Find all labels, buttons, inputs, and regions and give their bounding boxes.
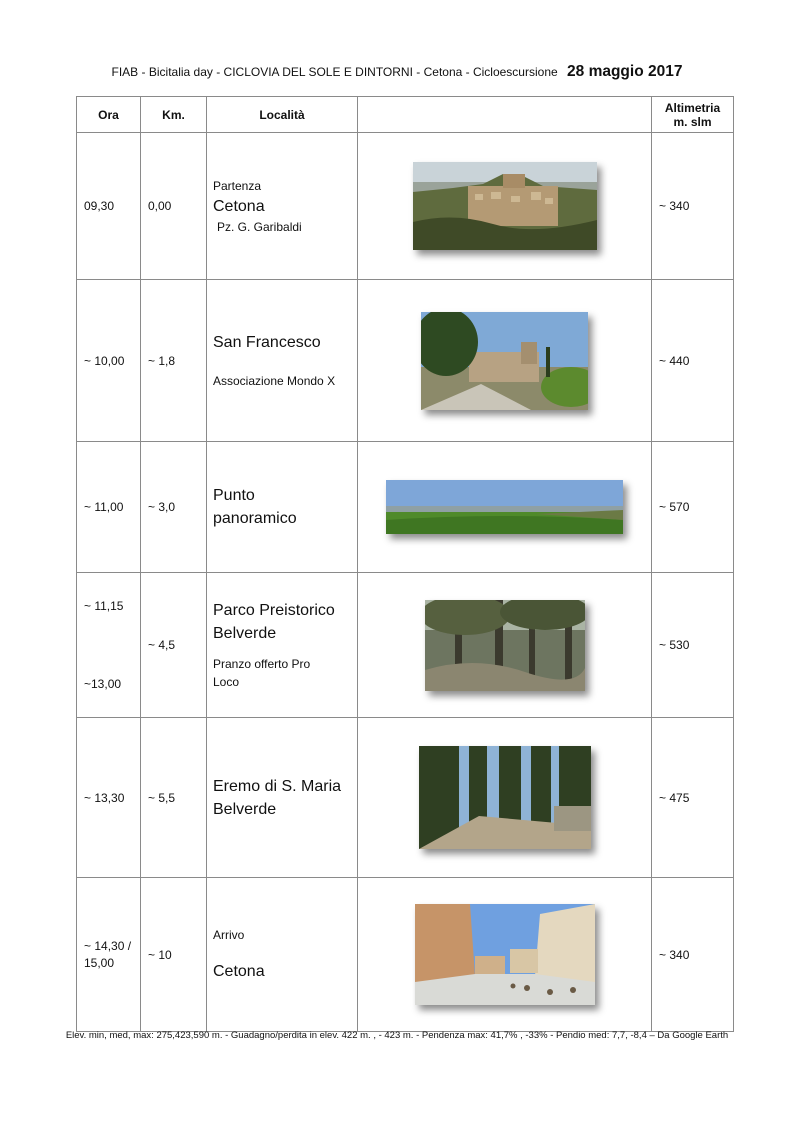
table-row <box>77 280 734 442</box>
stop-km: ~ 10 <box>141 878 207 1032</box>
col-header-ora: Ora <box>77 97 141 133</box>
stop-post-label: Pz. G. Garibaldi <box>217 219 302 234</box>
stop-altitude: ~ 475 <box>652 718 734 878</box>
stop-location <box>207 280 358 442</box>
table-header-row <box>77 97 734 133</box>
stop-km: ~ 4,5 <box>141 573 207 718</box>
stop-altitude: ~ 530 <box>652 573 734 718</box>
elevation-footnote: Elev. min, med, max: 275,423,590 m. - Guadagno/perdita in elev. 422 m. , - 423 m. - Pendenza max: 41,7% , -33% - Pendio med: 7,7, -8,4 – Da Google Earth <box>65 1030 729 1041</box>
stop-location <box>207 573 358 718</box>
stop-time <box>77 878 141 1032</box>
stop-km: ~ 1,8 <box>141 280 207 442</box>
table-row <box>77 573 734 718</box>
stop-photo-cell <box>358 133 652 280</box>
stop-name: Cetona <box>213 197 265 215</box>
stop-name: San Francesco <box>213 334 321 351</box>
eremo-cypress-path-photo <box>419 746 591 849</box>
stop-time-end: ~13,00 <box>84 677 122 691</box>
stop-post-label: Pranzo offerto Pro Loco <box>213 657 311 689</box>
event-date: 28 maggio 2017 <box>567 63 683 80</box>
stop-time: ~ 13,30 <box>77 718 141 878</box>
stop-post-label: Associazione Mondo X <box>213 374 336 388</box>
stop-time: ~ 11,15 <box>84 599 124 613</box>
stop-pre-label: Arrivo <box>213 928 245 942</box>
stop-time-text: ~ 14,30 / 15,00 <box>84 938 132 970</box>
stop-name: Eremo di S. Maria Belverde <box>213 777 342 818</box>
stop-photo-cell <box>358 280 652 442</box>
panoramic-fields-photo <box>386 480 623 534</box>
stop-photo-cell <box>358 718 652 878</box>
stop-location <box>207 718 358 878</box>
table-row <box>77 718 734 878</box>
stop-location <box>207 133 358 280</box>
stop-km: ~ 3,0 <box>141 442 207 573</box>
col-header-photo <box>358 97 652 133</box>
cetona-hill-town-photo <box>413 162 597 250</box>
san-francesco-convent-photo <box>421 312 588 410</box>
stop-location <box>207 442 358 573</box>
itinerary-table <box>76 96 734 1032</box>
stop-altitude: ~ 440 <box>652 280 734 442</box>
page-title <box>0 63 794 81</box>
stop-time: 09,30 <box>77 133 141 280</box>
stop-name: Parco Preistorico Belverde <box>213 602 335 642</box>
stop-time-cell <box>77 573 141 718</box>
stop-location <box>207 878 358 1032</box>
col-header-localita: Località <box>207 97 358 133</box>
altimetria-unit: m. slm <box>673 114 712 129</box>
stop-time: ~ 11,00 <box>77 442 141 573</box>
stop-altitude: ~ 570 <box>652 442 734 573</box>
stop-photo-cell <box>358 573 652 718</box>
stop-name: Punto panoramico <box>213 487 297 527</box>
belverde-forest-photo <box>425 600 585 691</box>
stop-km: ~ 5,5 <box>141 718 207 878</box>
table-row <box>77 878 734 1032</box>
stop-pre-label: Partenza <box>213 178 262 193</box>
stop-photo-cell <box>358 878 652 1032</box>
stop-altitude: ~ 340 <box>652 133 734 280</box>
table-row <box>77 442 734 573</box>
title-text: FIAB - Bicitalia day - CICLOVIA DEL SOLE E DINTORNI - Cetona - Cicloescursione <box>111 65 558 79</box>
stop-km: 0,00 <box>141 133 207 280</box>
stop-photo-cell <box>358 442 652 573</box>
cetona-piazza-photo <box>415 904 595 1005</box>
stop-altitude: ~ 340 <box>652 878 734 1032</box>
altimetria-label: Altimetria <box>664 100 721 115</box>
stop-name: Cetona <box>213 963 265 980</box>
stop-time: ~ 10,00 <box>77 280 141 442</box>
table-row <box>77 133 734 280</box>
col-header-altimetria <box>652 97 734 133</box>
col-header-km: Km. <box>141 97 207 133</box>
